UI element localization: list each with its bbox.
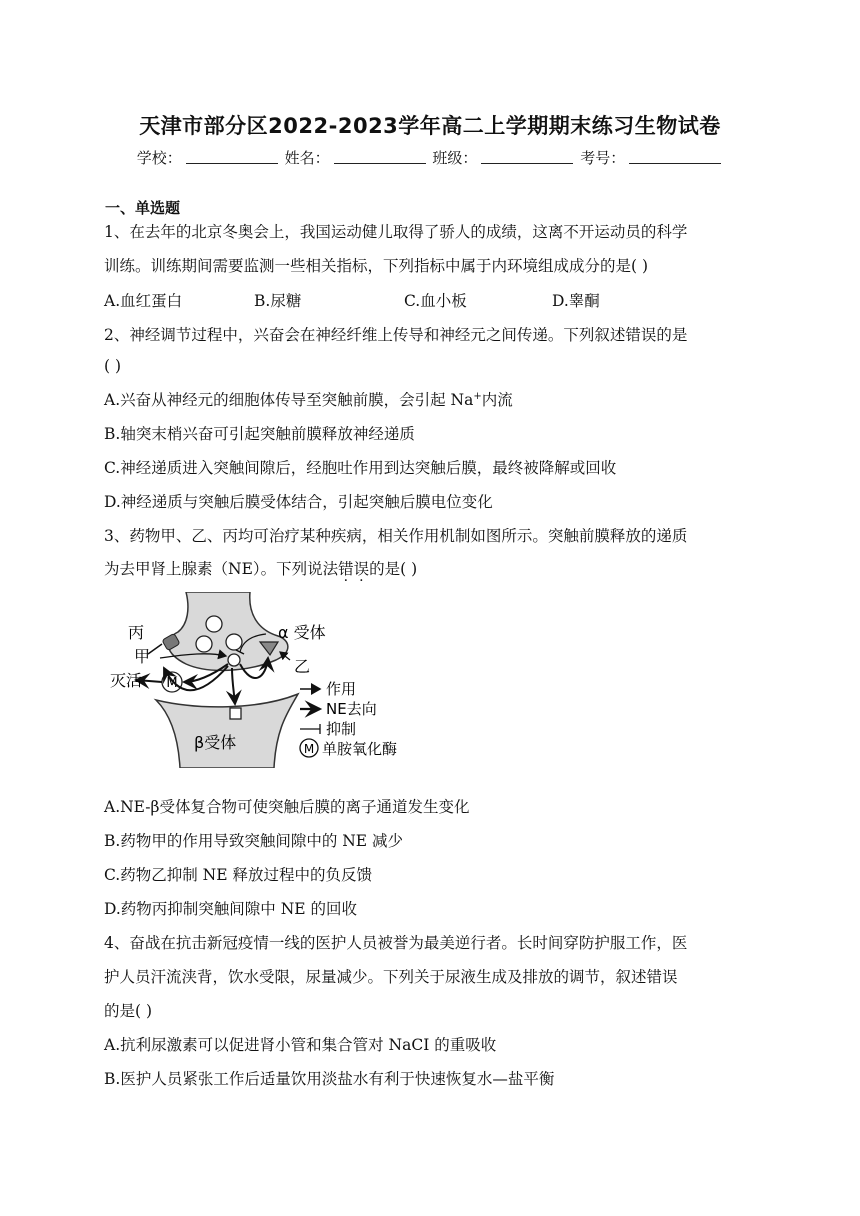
vesicle-icon — [196, 636, 212, 652]
class-label: 班级： — [432, 149, 478, 167]
label-beta-receptor: β受体 — [194, 733, 237, 752]
q3-stem-post: 的是( ) — [369, 560, 418, 578]
q1-option-c[interactable]: C.血小板 — [404, 292, 467, 310]
q3-emphasis-2: 误 — [353, 560, 370, 578]
legend-mao-label: 单胺氧化酶 — [322, 740, 398, 758]
label-miehuo: 灭活 — [110, 671, 143, 690]
vesicle-icon — [206, 616, 222, 632]
q1-stem-line1: 1、在去年的北京冬奥会上，我国运动健儿取得了骄人的成绩，这离不开运动员的科学 — [104, 223, 688, 241]
mao-enzyme-letter: M — [166, 676, 178, 691]
class-blank[interactable] — [481, 151, 573, 164]
q2-stem-line1: 2、神经调节过程中，兴奋会在神经纤维上传导和神经元之间传递。下列叙述错误的是 — [104, 326, 688, 344]
school-label: 学校： — [136, 149, 182, 167]
q4-option-b[interactable]: B.医护人员紧张工作后适量饮用淡盐水有利于快速恢复水—盐平衡 — [104, 1070, 555, 1088]
ne-to-beta-arrow — [232, 668, 235, 704]
q2-option-c[interactable]: C.神经递质进入突触间隙后，经胞吐作用到达突触后膜，最终被降解或回收 — [104, 459, 617, 477]
q2-stem-line2: ( ) — [104, 357, 122, 375]
q3-option-b[interactable]: B.药物甲的作用导致突触间隙中的 NE 减少 — [104, 832, 404, 850]
q4-option-a[interactable]: A.抗利尿激素可以促进肾小管和集合管对 NaCI 的重吸收 — [104, 1036, 497, 1054]
q4-stem-line2: 护人员汗流浃背，饮水受限，尿量减少。下列关于尿液生成及排放的调节，叙述错误 — [104, 968, 678, 986]
q3-option-a[interactable]: A.NE-β受体复合物可使突触后膜的离子通道发生变化 — [104, 798, 470, 816]
number-label: 考号： — [580, 149, 626, 167]
label-jia: 甲 — [134, 647, 151, 666]
q1-options — [104, 289, 600, 311]
q3-option-d[interactable]: D.药物丙抑制突触间隙中 NE 的回收 — [104, 900, 358, 918]
postsynaptic-neuron — [156, 694, 298, 768]
q3-stem-pre: 为去甲肾上腺素（NE）。下列说法 — [104, 560, 339, 578]
section-heading: 一、单选题 — [105, 199, 181, 217]
label-alpha-receptor: α 受体 — [278, 623, 326, 642]
synapse-diagram — [108, 592, 428, 768]
legend-ne-label: NE去向 — [326, 700, 377, 718]
legend-inhibit-icon — [300, 724, 320, 734]
number-blank[interactable] — [629, 151, 721, 164]
bing-pointer — [148, 644, 162, 654]
beta-receptor-icon — [230, 708, 241, 719]
label-bing: 丙 — [128, 623, 145, 642]
q2-option-d[interactable]: D.神经递质与突触后膜受体结合，引起突触后膜电位变化 — [104, 493, 493, 511]
q1-option-a[interactable]: A.血红蛋白 — [104, 292, 183, 310]
q1-option-d[interactable]: D.睾酮 — [552, 292, 600, 310]
q1-stem-line2: 训练。训练期间需要监测一些相关指标，下列指标中属于内环境组成成分的是( ) — [104, 257, 649, 275]
q2-option-b[interactable]: B.轴突末梢兴奋可引起突触前膜释放神经递质 — [104, 425, 415, 443]
q3-emphasis-1: 错 — [338, 560, 354, 578]
q2-option-a-end: 内流 — [481, 391, 513, 409]
q3-stem-line1: 3、药物甲、乙、丙均可治疗某种疾病，相关作用机制如图所示。突触前膜释放的递质 — [104, 527, 688, 545]
legend-inhibit-label: 抑制 — [326, 720, 357, 738]
q3-stem-line2 — [104, 557, 417, 579]
q1-option-b[interactable]: B.尿糖 — [254, 292, 302, 310]
name-blank[interactable] — [334, 151, 426, 164]
label-yi: 乙 — [294, 657, 311, 676]
legend-mao-letter: M — [303, 742, 315, 756]
q4-stem-line1: 4、奋战在抗击新冠疫情一线的医护人员被誉为最美逆行者。长时间穿防护服工作，医 — [104, 934, 688, 952]
q2-option-a-sup: + — [473, 390, 482, 402]
vesicle-icon — [226, 634, 242, 650]
name-label: 姓名： — [284, 149, 330, 167]
q3-option-c[interactable]: C.药物乙抑制 NE 释放过程中的负反馈 — [104, 866, 372, 884]
q2-option-a-text: A.兴奋从神经元的细胞体传导至突触前膜，会引起 Na — [104, 391, 474, 409]
legend-action-label: 作用 — [326, 680, 357, 698]
ne-molecule-icon — [228, 654, 240, 666]
q4-stem-line3: 的是( ) — [104, 1002, 153, 1020]
q2-option-a[interactable] — [104, 388, 513, 410]
school-blank[interactable] — [186, 151, 278, 164]
student-info-row — [0, 147, 860, 168]
exam-title: 天津市部分区2022-2023学年高二上学期期末练习生物试卷 — [139, 114, 721, 138]
